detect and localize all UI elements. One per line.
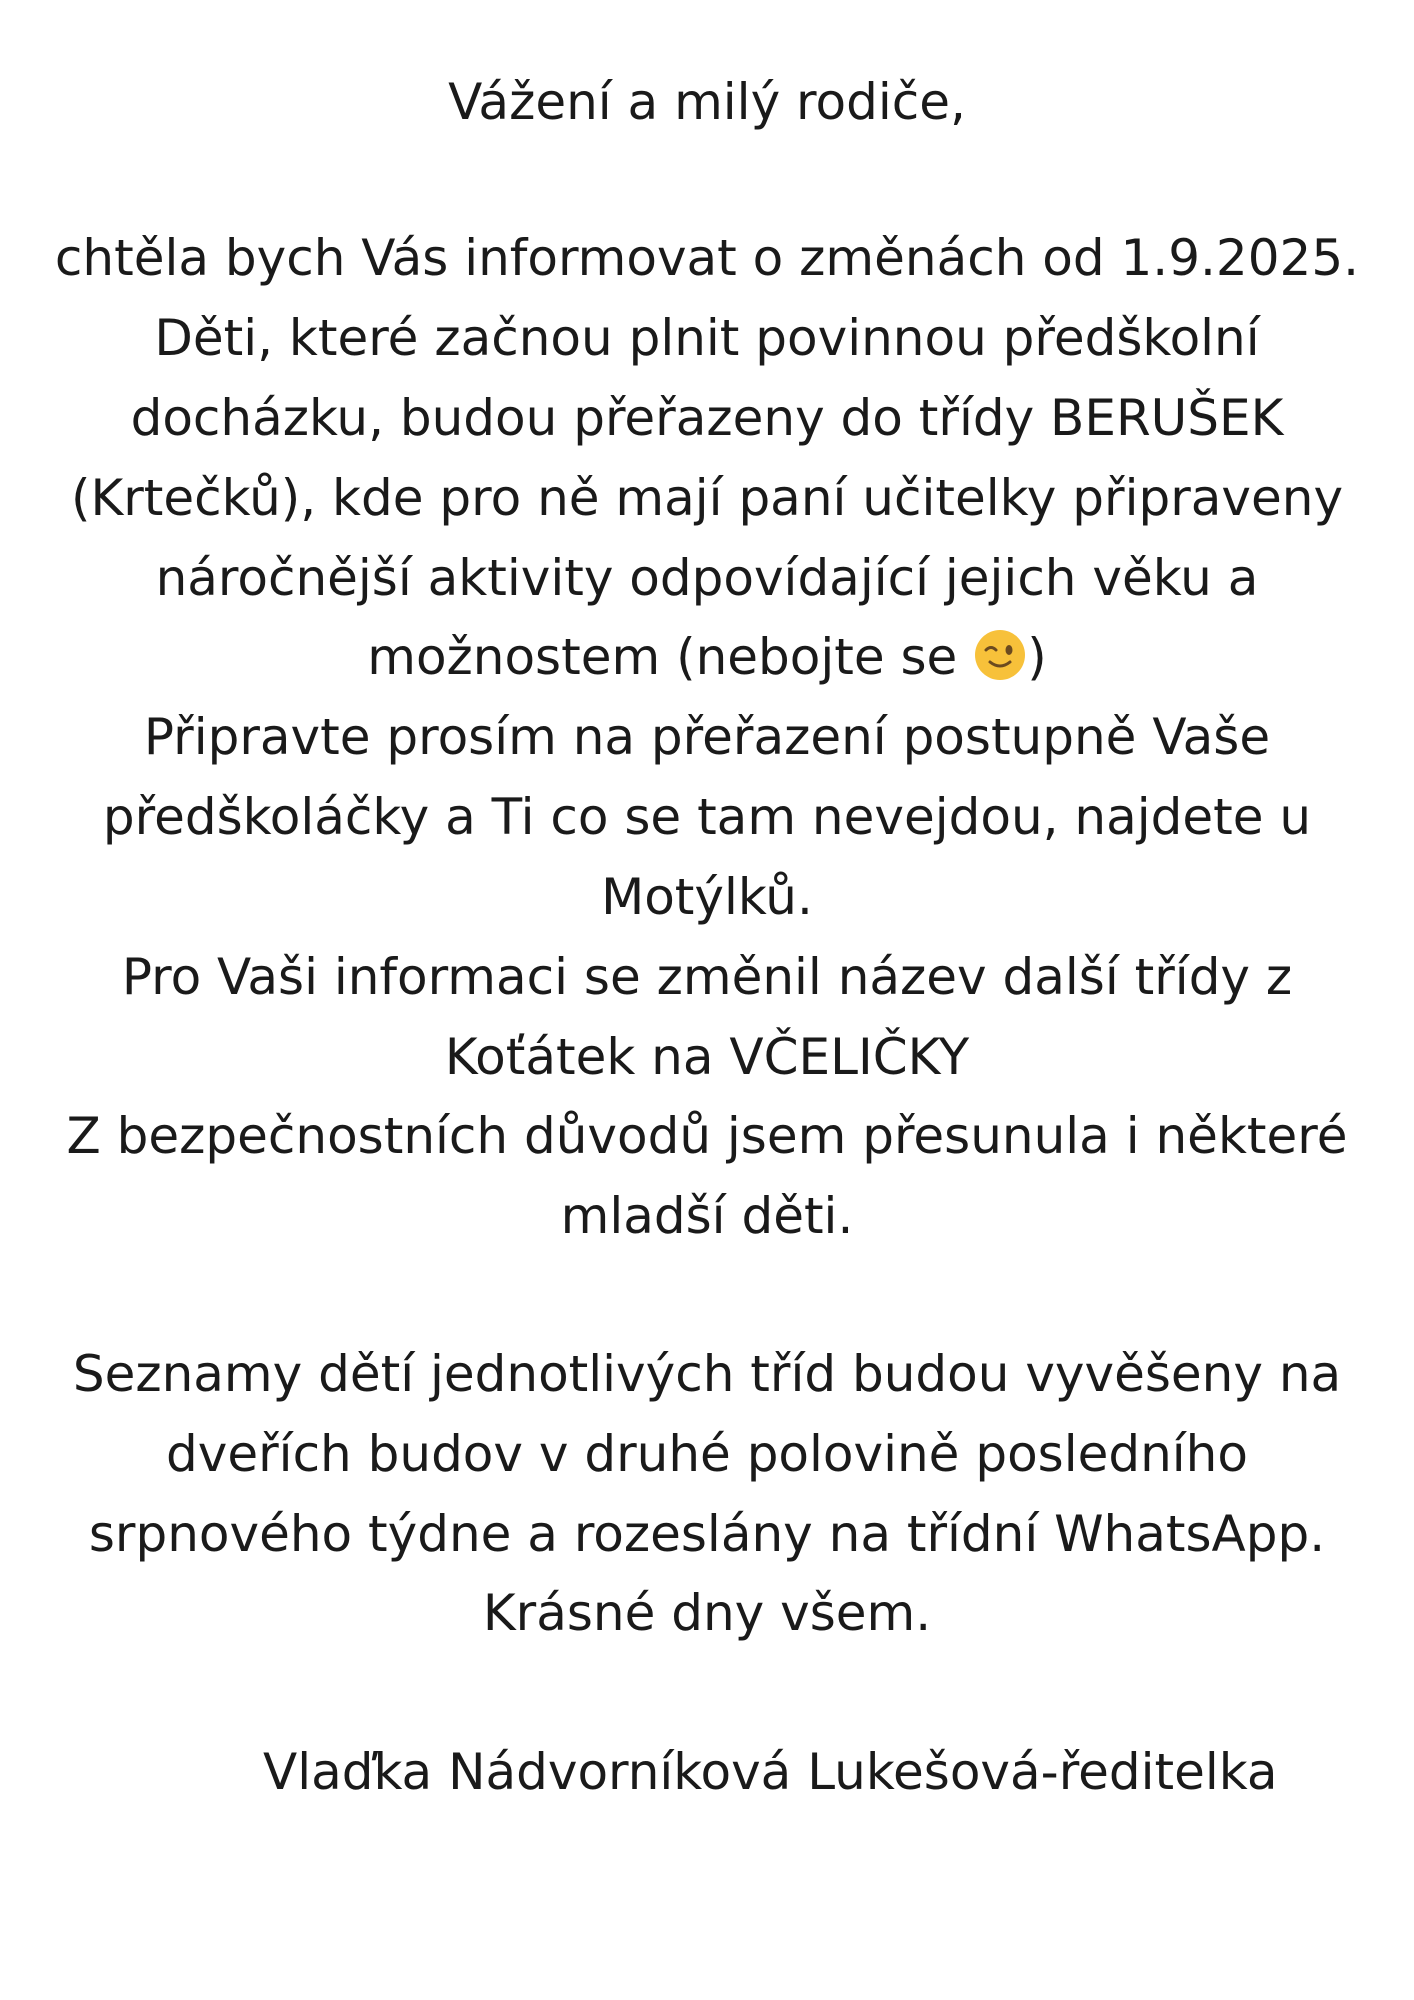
letter-line-9: Motýlků. bbox=[601, 868, 813, 926]
letter-line-11: Koťátek na VČELIČKY bbox=[444, 1028, 970, 1086]
letter-line-6-close: ) bbox=[1027, 628, 1047, 686]
letter-line-10: Pro Vaši informaci se změnil název další třídy z bbox=[121, 948, 1293, 1006]
letter-line-7: Připravte prosím na přeřazení postupně Vaše bbox=[143, 708, 1271, 766]
winking-face-icon bbox=[973, 625, 1027, 679]
letter-line-16: srpnového týdne a rozeslány na třídní WhatsApp. bbox=[88, 1505, 1326, 1563]
letter-line-17: Krásné dny všem. bbox=[482, 1584, 932, 1642]
letter-line-3: docházku, budou přeřazeny do třídy BERUŠEK bbox=[130, 389, 1284, 447]
letter-line-13: mladší děti. bbox=[560, 1187, 854, 1245]
signature: Vlaďka Nádvorníková Lukešová-ředitelka bbox=[263, 1743, 1278, 1801]
letter-line-6-text: možnostem (nebojte se bbox=[367, 628, 958, 686]
letter-line-4: (Krtečků), kde pro ně mají paní učitelky připraveny bbox=[70, 469, 1344, 527]
letter-line-14: Seznamy dětí jednotlivých tříd budou vyvěšeny na bbox=[72, 1345, 1342, 1403]
greeting: Vážení a milý rodiče, bbox=[448, 73, 966, 131]
letter-line-1: chtěla bych Vás informovat o změnách od 1.9.2025. bbox=[54, 229, 1360, 287]
letter-line-8: předškoláčky a Ti co se tam nevejdou, najdete u bbox=[102, 788, 1312, 846]
letter-line-12: Z bezpečnostních důvodů jsem přesunula i některé bbox=[66, 1107, 1348, 1165]
letter-line-2: Děti, které začnou plnit povinnou předškolní bbox=[154, 309, 1260, 367]
letter-line-5: náročnější aktivity odpovídající jejich věku a bbox=[155, 549, 1259, 607]
letter-line-15: dveřích budov v druhé polovině posledního bbox=[166, 1425, 1248, 1483]
letter-line-6 bbox=[0, 617, 1414, 697]
